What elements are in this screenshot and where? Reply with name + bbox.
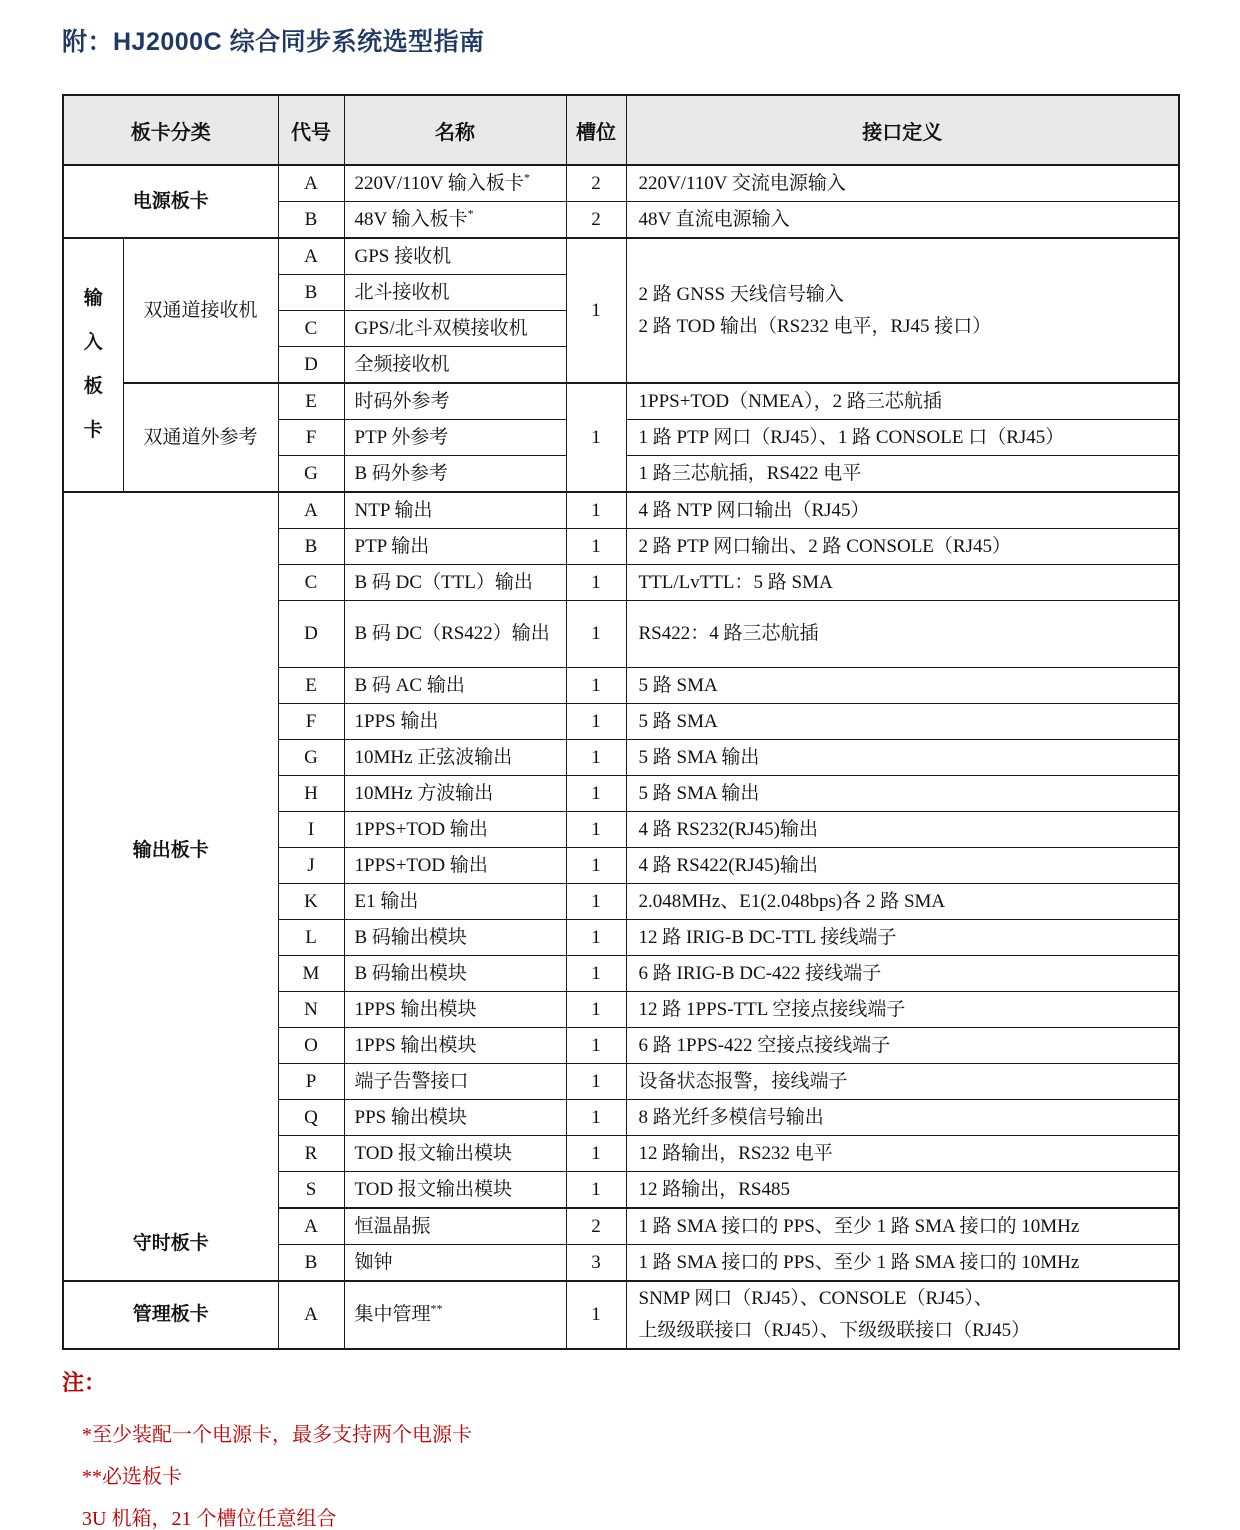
code-cell: E bbox=[278, 668, 344, 704]
slot-cell: 3 bbox=[566, 1245, 626, 1282]
slot-cell: 1 bbox=[566, 1100, 626, 1136]
slot-cell: 1 bbox=[566, 601, 626, 668]
footnotes-section bbox=[62, 1366, 1240, 1530]
name-cell: B 码输出模块 bbox=[344, 920, 566, 956]
selection-guide-table bbox=[62, 94, 1180, 1350]
slot-cell: 1 bbox=[566, 238, 626, 383]
name-cell: 时码外参考 bbox=[344, 383, 566, 420]
category-cell-timekeeping: 守时板卡 bbox=[63, 1208, 278, 1281]
code-cell: G bbox=[278, 740, 344, 776]
slot-cell: 1 bbox=[566, 1028, 626, 1064]
table-row bbox=[63, 165, 1179, 202]
category-cell-output: 输出板卡 bbox=[63, 492, 278, 1208]
name-text: 集中管理 bbox=[354, 1304, 431, 1326]
col-header-interface: 接口定义 bbox=[626, 95, 1179, 165]
code-cell: N bbox=[278, 992, 344, 1028]
name-text: 220V/110V 输入板卡 bbox=[354, 172, 524, 194]
slot-cell: 1 bbox=[566, 812, 626, 848]
name-cell: GPS 接收机 bbox=[344, 238, 566, 275]
interface-cell: 5 路 SMA bbox=[626, 704, 1179, 740]
interface-cell: 设备状态报警，接线端子 bbox=[626, 1064, 1179, 1100]
name-cell: NTP 输出 bbox=[344, 492, 566, 529]
code-cell: Q bbox=[278, 1100, 344, 1136]
code-cell: S bbox=[278, 1172, 344, 1209]
interface-cell: 5 路 SMA 输出 bbox=[626, 776, 1179, 812]
code-cell: D bbox=[278, 601, 344, 668]
footnote-marker: * bbox=[467, 206, 474, 221]
name-cell: PTP 外参考 bbox=[344, 420, 566, 456]
name-cell: 1PPS+TOD 输出 bbox=[344, 812, 566, 848]
slot-cell: 1 bbox=[566, 704, 626, 740]
slot-cell: 1 bbox=[566, 668, 626, 704]
name-cell: 1PPS 输出模块 bbox=[344, 992, 566, 1028]
name-cell: TOD 报文输出模块 bbox=[344, 1136, 566, 1172]
code-cell: H bbox=[278, 776, 344, 812]
interface-cell: 220V/110V 交流电源输入 bbox=[626, 165, 1179, 202]
slot-cell: 1 bbox=[566, 565, 626, 601]
interface-line: SNMP 网口（RJ45）、CONSOLE（RJ45）、 bbox=[638, 1288, 994, 1309]
interface-cell: 12 路 1PPS-TTL 空接点接线端子 bbox=[626, 992, 1179, 1028]
code-cell: A bbox=[278, 1281, 344, 1349]
code-cell: A bbox=[278, 165, 344, 202]
name-cell: B 码 DC（TTL）输出 bbox=[344, 565, 566, 601]
slot-cell: 2 bbox=[566, 1208, 626, 1245]
name-cell: TOD 报文输出模块 bbox=[344, 1172, 566, 1209]
interface-cell: 12 路输出，RS485 bbox=[626, 1172, 1179, 1209]
interface-cell: 5 路 SMA bbox=[626, 668, 1179, 704]
code-cell: C bbox=[278, 565, 344, 601]
slot-cell: 1 bbox=[566, 383, 626, 492]
name-cell: PPS 输出模块 bbox=[344, 1100, 566, 1136]
table-row bbox=[63, 1208, 1179, 1245]
name-cell: 全频接收机 bbox=[344, 347, 566, 384]
name-cell: E1 输出 bbox=[344, 884, 566, 920]
interface-cell: 1PPS+TOD（NMEA），2 路三芯航插 bbox=[626, 383, 1179, 420]
col-header-slot: 槽位 bbox=[566, 95, 626, 165]
slot-cell: 1 bbox=[566, 776, 626, 812]
interface-cell: 48V 直流电源输入 bbox=[626, 202, 1179, 239]
name-cell: 铷钟 bbox=[344, 1245, 566, 1282]
col-header-category: 板卡分类 bbox=[63, 95, 278, 165]
category-cell-input bbox=[63, 238, 123, 492]
name-cell: B 码外参考 bbox=[344, 456, 566, 493]
interface-line: 2 路 TOD 输出（RS232 电平，RJ45 接口） bbox=[638, 315, 992, 337]
note-line: **必选板卡 bbox=[82, 1466, 182, 1488]
slot-cell: 1 bbox=[566, 1136, 626, 1172]
slot-cell: 1 bbox=[566, 740, 626, 776]
name-cell: 恒温晶振 bbox=[344, 1208, 566, 1245]
interface-cell: 12 路输出，RS232 电平 bbox=[626, 1136, 1179, 1172]
interface-cell: 4 路 RS422(RJ45)输出 bbox=[626, 848, 1179, 884]
interface-line: 上级级联接口（RJ45）、下级级联接口（RJ45） bbox=[638, 1320, 1031, 1341]
name-cell: 10MHz 方波输出 bbox=[344, 776, 566, 812]
footnote-marker: ** bbox=[430, 1301, 443, 1316]
name-cell bbox=[344, 1281, 566, 1349]
code-cell: G bbox=[278, 456, 344, 493]
code-cell: D bbox=[278, 347, 344, 384]
interface-cell: 1 路 SMA 接口的 PPS、至少 1 路 SMA 接口的 10MHz bbox=[626, 1245, 1179, 1282]
code-cell: B bbox=[278, 202, 344, 239]
slot-cell: 1 bbox=[566, 1172, 626, 1209]
name-cell: B 码 DC（RS422）输出 bbox=[344, 601, 566, 668]
code-cell: P bbox=[278, 1064, 344, 1100]
name-cell: 1PPS 输出 bbox=[344, 704, 566, 740]
interface-cell: 2 路 PTP 网口输出、2 路 CONSOLE（RJ45） bbox=[626, 529, 1179, 565]
slot-cell: 2 bbox=[566, 202, 626, 239]
interface-cell bbox=[626, 238, 1179, 383]
name-cell: 1PPS 输出模块 bbox=[344, 1028, 566, 1064]
slot-cell: 1 bbox=[566, 992, 626, 1028]
interface-cell: 1 路三芯航插，RS422 电平 bbox=[626, 456, 1179, 493]
interface-cell: 6 路 IRIG-B DC-422 接线端子 bbox=[626, 956, 1179, 992]
slot-cell: 1 bbox=[566, 956, 626, 992]
interface-cell: 4 路 RS232(RJ45)输出 bbox=[626, 812, 1179, 848]
subcategory-cell-extref: 双通道外参考 bbox=[123, 383, 278, 492]
code-cell: F bbox=[278, 704, 344, 740]
interface-cell: 1 路 SMA 接口的 PPS、至少 1 路 SMA 接口的 10MHz bbox=[626, 1208, 1179, 1245]
slot-cell: 1 bbox=[566, 1064, 626, 1100]
code-cell: K bbox=[278, 884, 344, 920]
slot-cell: 1 bbox=[566, 1281, 626, 1349]
name-cell: 1PPS+TOD 输出 bbox=[344, 848, 566, 884]
notes-label: 注： bbox=[62, 1370, 107, 1395]
interface-cell: TTL/LvTTL：5 路 SMA bbox=[626, 565, 1179, 601]
footnote-marker: * bbox=[523, 170, 530, 185]
col-header-name: 名称 bbox=[344, 95, 566, 165]
code-cell: A bbox=[278, 492, 344, 529]
page-title: 附：HJ2000C 综合同步系统选型指南 bbox=[62, 28, 485, 56]
code-cell: R bbox=[278, 1136, 344, 1172]
interface-cell: 2.048MHz、E1(2.048bps)各 2 路 SMA bbox=[626, 884, 1179, 920]
code-cell: F bbox=[278, 420, 344, 456]
code-cell: J bbox=[278, 848, 344, 884]
interface-cell bbox=[626, 1281, 1179, 1349]
code-cell: M bbox=[278, 956, 344, 992]
name-cell: 端子告警接口 bbox=[344, 1064, 566, 1100]
slot-cell: 1 bbox=[566, 848, 626, 884]
code-cell: I bbox=[278, 812, 344, 848]
code-cell: O bbox=[278, 1028, 344, 1064]
interface-cell: 8 路光纤多模信号输出 bbox=[626, 1100, 1179, 1136]
table-row bbox=[63, 238, 1179, 275]
slot-cell: 2 bbox=[566, 165, 626, 202]
note-line: 3U 机箱，21 个槽位任意组合 bbox=[82, 1508, 337, 1530]
code-cell: B bbox=[278, 529, 344, 565]
code-cell: A bbox=[278, 1208, 344, 1245]
col-header-code: 代号 bbox=[278, 95, 344, 165]
interface-cell: RS422：4 路三芯航插 bbox=[626, 601, 1179, 668]
category-cell-management: 管理板卡 bbox=[63, 1281, 278, 1349]
interface-line: 2 路 GNSS 天线信号输入 bbox=[638, 283, 844, 305]
code-cell: E bbox=[278, 383, 344, 420]
table-row bbox=[63, 1281, 1179, 1349]
table-header-row bbox=[63, 95, 1179, 165]
name-cell bbox=[344, 202, 566, 239]
interface-cell: 1 路 PTP 网口（RJ45）、1 路 CONSOLE 口（RJ45） bbox=[626, 420, 1179, 456]
name-cell bbox=[344, 165, 566, 202]
name-cell: 10MHz 正弦波输出 bbox=[344, 740, 566, 776]
code-cell: B bbox=[278, 275, 344, 311]
name-cell: PTP 输出 bbox=[344, 529, 566, 565]
interface-cell: 12 路 IRIG-B DC-TTL 接线端子 bbox=[626, 920, 1179, 956]
table-row bbox=[63, 383, 1179, 420]
category-cell-power: 电源板卡 bbox=[63, 165, 278, 238]
name-cell: B 码输出模块 bbox=[344, 956, 566, 992]
code-cell: A bbox=[278, 238, 344, 275]
code-cell: L bbox=[278, 920, 344, 956]
slot-cell: 1 bbox=[566, 492, 626, 529]
code-cell: B bbox=[278, 1245, 344, 1282]
slot-cell: 1 bbox=[566, 884, 626, 920]
interface-cell: 5 路 SMA 输出 bbox=[626, 740, 1179, 776]
name-cell: 北斗接收机 bbox=[344, 275, 566, 311]
note-line: *至少装配一个电源卡，最多支持两个电源卡 bbox=[82, 1424, 472, 1446]
table-row bbox=[63, 492, 1179, 529]
interface-cell: 6 路 1PPS-422 空接点接线端子 bbox=[626, 1028, 1179, 1064]
code-cell: C bbox=[278, 311, 344, 347]
name-text: 48V 输入板卡 bbox=[354, 208, 468, 230]
interface-cell: 4 路 NTP 网口输出（RJ45） bbox=[626, 492, 1179, 529]
slot-cell: 1 bbox=[566, 920, 626, 956]
subcategory-cell-receiver: 双通道接收机 bbox=[123, 238, 278, 383]
slot-cell: 1 bbox=[566, 529, 626, 565]
name-cell: GPS/北斗双模接收机 bbox=[344, 311, 566, 347]
vertical-label-input: 输入板卡 bbox=[83, 288, 103, 441]
name-cell: B 码 AC 输出 bbox=[344, 668, 566, 704]
